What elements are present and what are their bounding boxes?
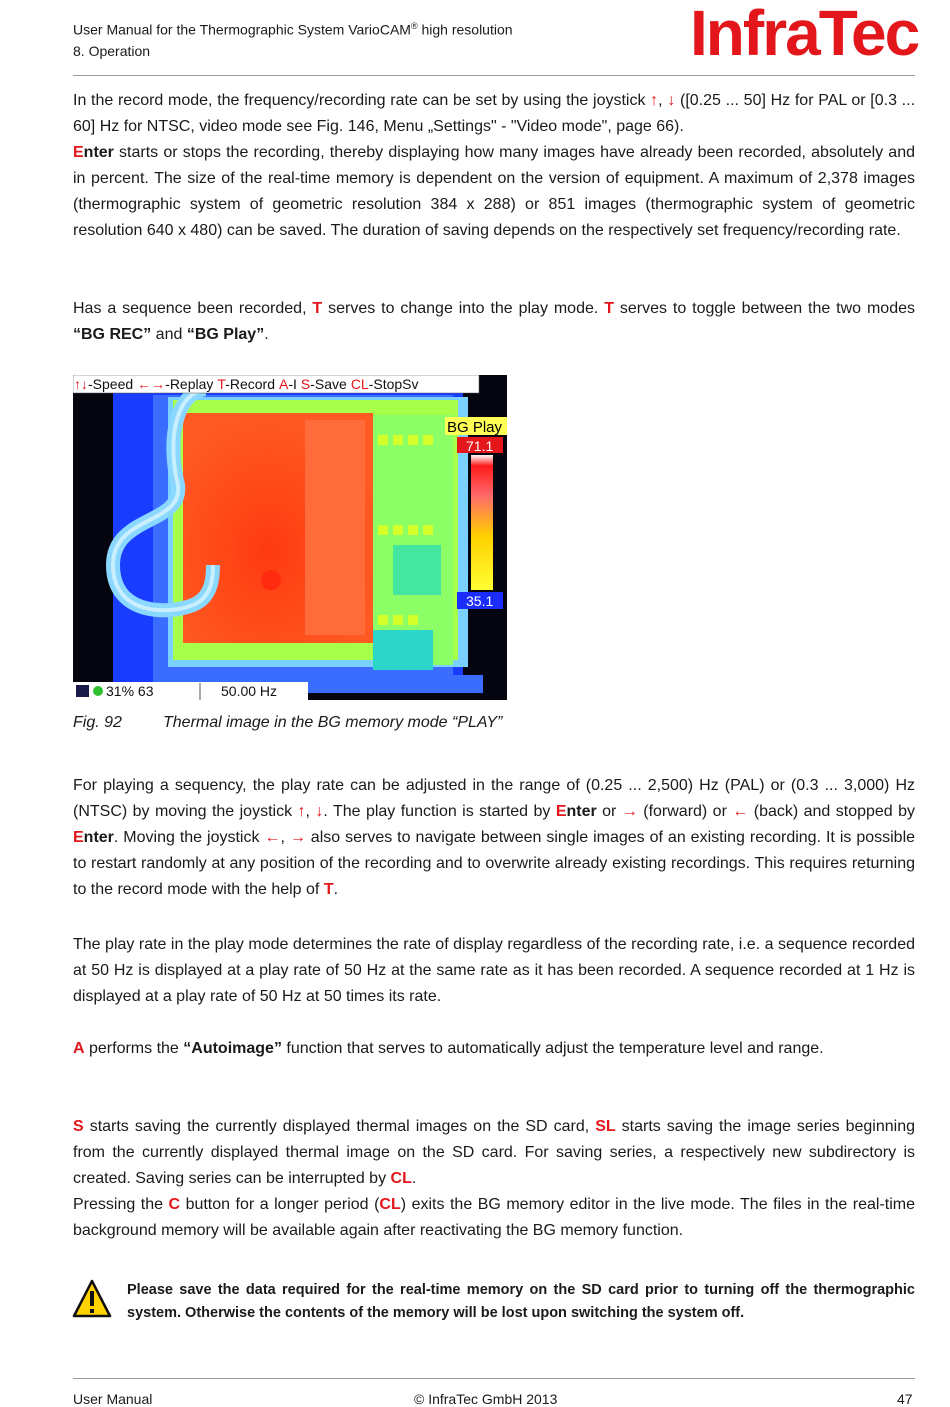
header-rule xyxy=(73,75,915,76)
figure-caption: Fig. 92 Thermal image in the BG memory mode “PLAY” xyxy=(73,714,503,731)
toolbar-key-replay[interactable]: ←→ xyxy=(137,376,166,392)
toolbar xyxy=(73,375,479,393)
warning-icon xyxy=(72,1279,112,1324)
arrow-right-icon: → xyxy=(289,829,306,846)
arrow-left-icon: ← xyxy=(732,803,749,820)
temperature-scale xyxy=(471,455,493,590)
paragraph-record-mode: In the record mode, the frequency/recording rate can be set by using the joystick ↑, ↓ ([0.25 ... 50] Hz for PAL or [0.3 ... 60] Hz for NTSC, video mode see Fig. 146, Menu „Settings" - "Video mode", page 66). xyxy=(73,92,916,135)
footer-copyright: © InfraTec GmbH 2013 xyxy=(414,1391,558,1407)
arrow-right-icon: → xyxy=(621,803,638,820)
arrow-down-icon: ↓ xyxy=(667,92,676,109)
toolbar-key-stop-save[interactable]: CL xyxy=(350,376,369,392)
infratec-logo: InfraTec xyxy=(690,0,919,69)
thermal-image xyxy=(73,375,507,700)
paragraph-toggle-modes: Has a sequence been recorded, T serves to change into the play mode. T serves to toggle between the two modes “BG REC” and “BG Play”. xyxy=(73,300,916,343)
page-number: 47 xyxy=(897,1391,913,1407)
toolbar-key-speed[interactable]: ↑↓ xyxy=(74,376,88,392)
arrow-up-icon: ↑ xyxy=(650,92,659,109)
paragraph-enter: Enter starts or stops the recording, thereby displaying how many images have already been recorded, absolutely and in percent. The size of the real-time memory is dependent on the version of equipment. A maximum of 2,378 images (thermographic system of geometric resolution 384 x 288) or 851 images (thermographic system of geometric resolution 640 x 480) can be saved. The duration of saving depends on the respectively set frequency/recording rate. xyxy=(73,144,915,239)
toolbar-key-record[interactable]: T xyxy=(217,376,226,392)
footer-rule xyxy=(73,1378,915,1379)
status-percent: 31% 63 xyxy=(106,683,154,699)
toolbar-key-autoimage[interactable]: A xyxy=(278,376,289,392)
mode-label: BG Play xyxy=(447,419,503,436)
header-chapter: 8. Operation xyxy=(73,43,151,59)
warning-text: Please save the data required for the real-time memory on the SD card prior to turning off the thermographic system. Otherwise the contents of the memory will be lost upon switching the system off. xyxy=(127,1282,915,1321)
toolbar-items: ↑↓-Speed ←→-Replay T-Record A-I S-Save CL-StopSv xyxy=(74,376,419,392)
paragraph-exit: Pressing the C button for a longer period (CL) exits the BG memory editor in the live mode. The files in the real-time background memory will be available again after reactivating the BG memory function. xyxy=(73,1196,915,1239)
arrow-up-icon: ↑ xyxy=(297,803,306,820)
status-rate: 50.00 Hz xyxy=(221,683,278,699)
temp-min: 35.1 xyxy=(466,593,494,609)
sd-card-icon xyxy=(76,685,89,697)
toolbar-key-save[interactable]: S xyxy=(300,376,311,392)
paragraph-playing: For playing a sequency, the play rate can be adjusted in the range of (0.25 ... 2,500) Hz (PAL) or (0.3 ... 3,000) Hz (NTSC) by moving the joystick ↑, ↓. The play function is started by Enter or → (forward) or ← (back) and stopped by Enter. Moving the joystick ←, → also serves to navigate between single images of an existing recording. It is possible to restart randomly at any position of the recording and to overwrite already existing recordings. This requires returning to the record mode with the help of T. xyxy=(73,777,916,898)
arrow-down-icon: ↓ xyxy=(315,803,324,820)
thermal-image-figure xyxy=(73,375,507,700)
record-status-icon xyxy=(93,686,103,696)
temp-max: 71.1 xyxy=(466,438,494,454)
arrow-left-icon: ← xyxy=(264,829,281,846)
header-title: User Manual for the Thermographic System VarioCAM® high resolution xyxy=(73,21,513,38)
paragraph-play-rate: The play rate in the play mode determines the rate of display regardless of the recording rate, i.e. a sequence recorded at 50 Hz is displayed at a play rate of 50 Hz at the same rate as it has been recorded. A sequence recorded at 1 Hz is displayed at a play rate of 50 Hz at 50 times its rate. xyxy=(73,936,915,1005)
footer-left: User Manual xyxy=(73,1391,153,1407)
paragraph-saving: S starts saving the currently displayed thermal images on the SD card, SL starts saving the image series beginning from the currently displayed thermal image on the SD card. For saving series, a respectively new subdirectory is created. Saving series can be interrupted by CL. xyxy=(73,1118,915,1187)
paragraph-autoimage: A performs the “Autoimage” function that serves to automatically adjust the temperature level and range. xyxy=(73,1040,824,1057)
